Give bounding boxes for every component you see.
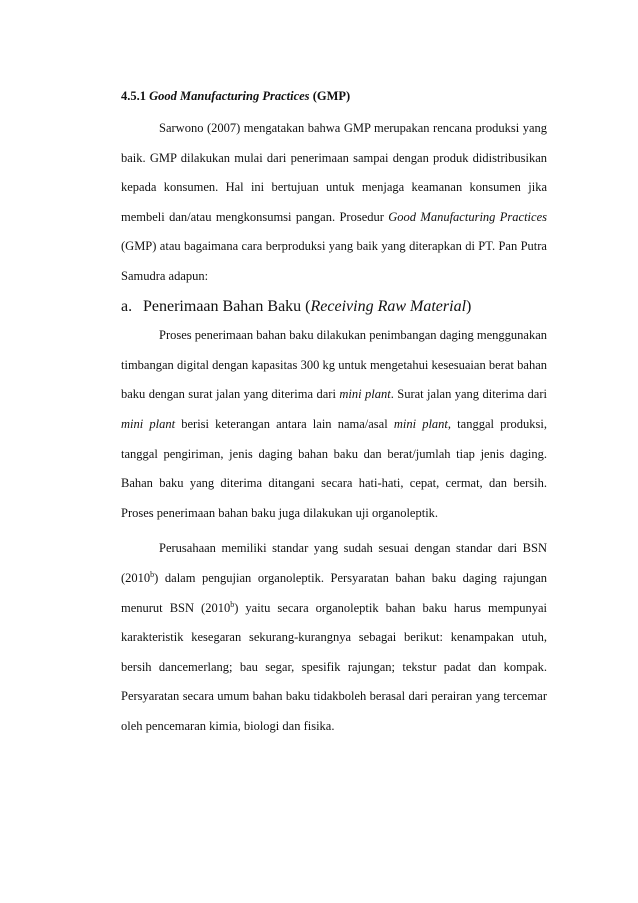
document-page <box>121 88 547 741</box>
section-number: 4.5.1 <box>121 89 146 103</box>
para1-text-2: (GMP) atau bagaimana cara berproduksi yang baik yang diterapkan di PT. Pan Putra Samudra adapun: <box>121 239 547 283</box>
subsection-letter: a. <box>121 297 133 315</box>
para3-superscript-1: b <box>150 569 155 579</box>
para2-text-2: . Surat jalan yang diterima dari <box>390 387 547 402</box>
para2-text-4: , tanggal produksi, tanggal pengiriman, jenis daging bahan baku dan berat/jumlah tiap jenis daging. Bahan baku yang diterima ditangani secara hati-hati, cepat, cermat, dan bersih. Proses penerimaan bahan baku juga dilakukan uji organoleptik. <box>121 416 547 520</box>
para2-italic-3: mini plant <box>393 416 448 431</box>
para2-text-3: berisi keterangan antara lain nama/asal <box>175 416 394 431</box>
paragraph-bsn-standard <box>121 534 547 741</box>
para2-italic-1: mini plant <box>339 387 391 402</box>
para1-text-1: Sarwono (2007) mengatakan bahwa GMP merupakan rencana produksi yang baik. GMP dilakukan mulai dari penerimaan sampai dengan produk didistribusikan kepada konsumen. Hal ini bertujuan untuk menjaga keamanan konsumen jika membeli dan/atau mengkonsumsi pangan. Prosedur <box>121 121 547 224</box>
paragraph-receiving-process <box>121 321 547 528</box>
para1-italic-gmp: Good Manufacturing Practices <box>388 209 547 224</box>
subsection-title: Penerimaan Bahan Baku ( <box>143 297 311 315</box>
subsection-title-italic: Receiving Raw Material <box>310 297 467 315</box>
para3-text-1: Perusahaan memiliki standar yang sudah sesuai dengan standar dari BSN (2010 <box>121 541 547 585</box>
para3-superscript-2: b <box>230 599 235 609</box>
para3-text-3: ) yaitu secara organoleptik bahan baku harus mempunyai karakteristik kesegaran sekurang-kurangnya sebagai berikut: kenampakan utuh, bersih dancemerlang; bau segar, spesifik rajungan; tekstur padat dan kompak. Persyaratan secara umum bahan baku tidakboleh berasal dari perairan yang tercemar oleh pencemaran kimia, biologi dan fisika. <box>121 600 547 733</box>
para3-text-2: ) dalam pengujian organoleptik. Persyaratan bahan baku daging rajungan menurut BSN (2010 <box>121 570 547 615</box>
section-title-abbrev: (GMP) <box>312 89 351 103</box>
section-heading <box>121 88 547 104</box>
para2-italic-2: mini plant <box>121 416 176 431</box>
subsection-heading-a <box>121 292 547 322</box>
section-title-italic: Good Manufacturing Practices <box>149 89 310 103</box>
paragraph-gmp-definition <box>121 114 547 292</box>
para2-text-1: Proses penerimaan bahan baku dilakukan penimbangan daging menggunakan timbangan digital dengan kapasitas 300 kg untuk mengetahui kesesuaian berat bahan baku dengan surat jalan yang diterima dari <box>121 328 547 402</box>
subsection-title-close: ) <box>466 297 472 315</box>
